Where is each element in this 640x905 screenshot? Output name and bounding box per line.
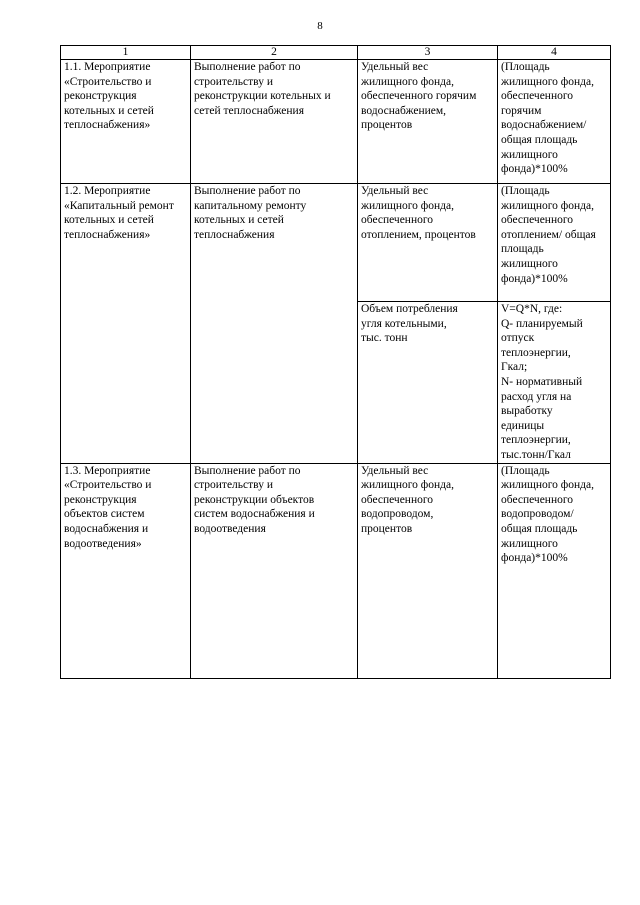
formula-cell bbox=[498, 463, 611, 678]
indicator-text: Объем потребления угля котельными, тыс. тонн bbox=[361, 303, 458, 345]
table-header-row bbox=[61, 46, 611, 60]
measure-text: 1.2. Мероприятие «Капитальный ремонт котельных и сетей теплоснабжения» bbox=[64, 185, 174, 241]
measure-cell bbox=[61, 184, 191, 464]
formula-cell bbox=[498, 60, 611, 184]
column-header-2: 2 bbox=[191, 46, 358, 60]
indicator-cell bbox=[358, 302, 498, 464]
work-cell bbox=[191, 184, 358, 464]
formula-text: (Площадь жилищного фонда, обеспеченного водопроводом/ общая площадь жилищного фонда)*100% bbox=[501, 464, 594, 565]
column-header-3: 3 bbox=[358, 46, 498, 60]
work-cell bbox=[191, 463, 358, 678]
indicator-cell bbox=[358, 60, 498, 184]
measure-text: 1.3. Мероприятие «Строительство и реконструкция объектов систем водоснабжения и водоотведения» bbox=[64, 464, 152, 550]
measure-text: 1.1. Мероприятие «Строительство и реконструкция котельных и сетей теплоснабжения» bbox=[64, 61, 154, 132]
indicator-cell bbox=[358, 184, 498, 302]
formula-cell bbox=[498, 302, 611, 464]
table-row bbox=[61, 60, 611, 184]
measure-cell bbox=[61, 463, 191, 678]
column-header-1: 1 bbox=[61, 46, 191, 60]
formula-text: V=Q*N, где: Q- планируемый отпуск теплоэнергии, Гкал; N- нормативный расход угля на выработку единицы теплоэнергии, тыс.тонн/Гкал bbox=[501, 303, 583, 461]
measures-table bbox=[60, 45, 611, 679]
formula-text: (Площадь жилищного фонда, обеспеченного отоплением/ общая площадь жилищного фонда)*100% bbox=[501, 185, 596, 285]
table-row bbox=[61, 463, 611, 678]
work-cell bbox=[191, 60, 358, 184]
formula-text: (Площадь жилищного фонда, обеспеченного горячим водоснабжением/ общая площадь жилищного фонда)*100% bbox=[501, 61, 594, 176]
formula-cell bbox=[498, 184, 611, 302]
indicator-text: Удельный вес жилищного фонда, обеспеченного отоплением, процентов bbox=[361, 185, 476, 241]
column-header-4: 4 bbox=[498, 46, 611, 60]
work-text: Выполнение работ по капитальному ремонту котельных и сетей теплоснабжения bbox=[194, 185, 307, 241]
page-number: 8 bbox=[317, 20, 323, 32]
table-row bbox=[61, 184, 611, 302]
work-text: Выполнение работ по строительству и реконструкции объектов систем водоснабжения и водоотведения bbox=[194, 464, 315, 535]
work-text: Выполнение работ по строительству и реконструкции котельных и сетей теплоснабжения bbox=[194, 61, 331, 117]
indicator-text: Удельный вес жилищного фонда, обеспеченного водопроводом, процентов bbox=[361, 464, 454, 535]
indicator-text: Удельный вес жилищного фонда, обеспеченного горячим водоснабжением, процентов bbox=[361, 61, 477, 132]
indicator-cell bbox=[358, 463, 498, 678]
measure-cell bbox=[61, 60, 191, 184]
